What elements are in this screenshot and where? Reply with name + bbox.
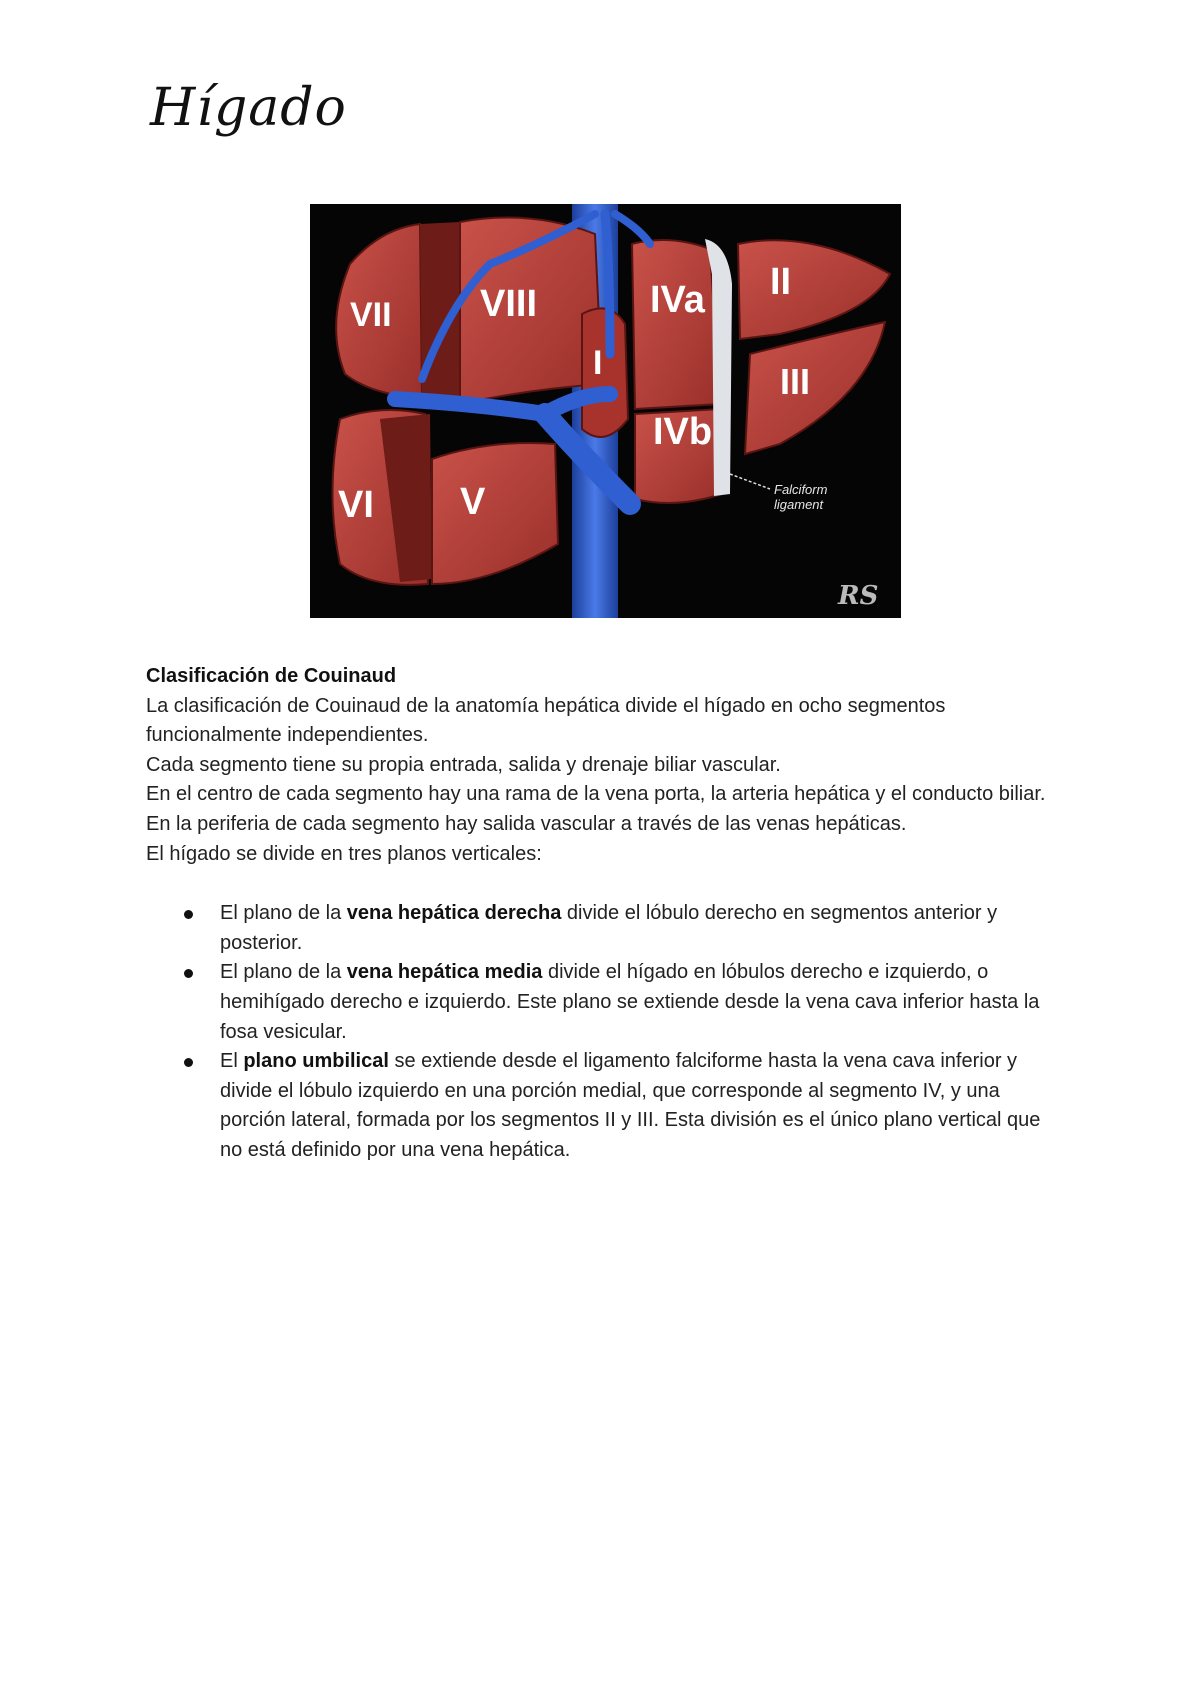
list-item — [146, 958, 1066, 1047]
liver-segments-diagram — [310, 204, 901, 618]
list-item — [146, 899, 1066, 958]
paragraph-5: El hígado se divide en tres planos verticales: — [146, 842, 542, 865]
label-segment-vii: VII — [350, 296, 392, 334]
spacer — [146, 869, 1066, 899]
bullet-bold-term: vena hepática derecha — [346, 902, 562, 925]
label-segment-iii: III — [780, 361, 811, 402]
bullet-prefix: El plano de la — [220, 961, 347, 984]
bullet-suffix: divide el lóbulo derecho en segmentos anterior y posterior. — [220, 902, 998, 954]
label-segment-vi: VI — [338, 484, 374, 526]
bullet-suffix: se extiende desde el ligamento falciforme hasta la vena cava inferior y divide el lóbulo izquierdo en una porción medial, que corresponde al segmento IV, y una porción lateral, formada por los segmentos II y III. Esta división es el único plano vertical que no está definido por una vena hepática. — [220, 1050, 1041, 1161]
artist-signature: RS — [838, 581, 879, 611]
paragraph-2: Cada segmento tiene su propia entrada, salida y drenaje biliar vascular. — [146, 753, 781, 776]
list-item — [146, 1047, 1066, 1165]
label-segment-ii: II — [770, 261, 792, 303]
couinaud-liver-illustration — [310, 204, 901, 618]
bullet-prefix: El plano de la — [220, 902, 347, 925]
segment-iva-shape — [632, 240, 720, 409]
segment-i-shape — [582, 308, 628, 437]
bullet-bold-term: vena hepática media — [346, 961, 543, 984]
falciform-annotation — [774, 482, 828, 512]
section-heading: Clasificación de Couinaud — [146, 665, 397, 687]
bullet-icon — [184, 1058, 193, 1067]
label-segment-iva: IVa — [650, 279, 705, 321]
paragraph-1: La clasificación de Couinaud de la anatomía hepática divide el hígado en ocho segmentos funcionalmente independientes. — [146, 694, 946, 747]
label-segment-v: V — [460, 481, 486, 523]
bullet-bold-term: plano umbilical — [243, 1050, 389, 1073]
bullet-icon — [184, 910, 193, 919]
paragraph-4: En la periferia de cada segmento hay salida vascular a través de las venas hepáticas. — [146, 812, 907, 835]
label-segment-i: I — [593, 344, 603, 382]
paragraph-3: En el centro de cada segmento hay una rama de la vena porta, la arteria hepática y el conducto biliar. — [146, 783, 1046, 806]
label-segment-viii: VIII — [480, 283, 538, 325]
label-segment-ivb: IVb — [653, 411, 713, 453]
bullet-suffix: divide el hígado en lóbulos derecho e izquierdo, o hemihígado derecho e izquierdo. Este plano se extiende desde la vena cava inferior hasta la fosa vesicular. — [220, 961, 1040, 1043]
annotation-ligament: ligament — [774, 497, 824, 512]
annotation-falciform: Falciform — [774, 482, 828, 497]
page-title: Hígado — [150, 78, 347, 138]
couinaud-section — [146, 662, 1066, 1166]
bullet-icon — [184, 969, 193, 978]
bullet-prefix: El — [220, 1050, 244, 1073]
vertical-planes-list — [146, 899, 1066, 1165]
middle-hepatic-vein — [605, 214, 610, 354]
